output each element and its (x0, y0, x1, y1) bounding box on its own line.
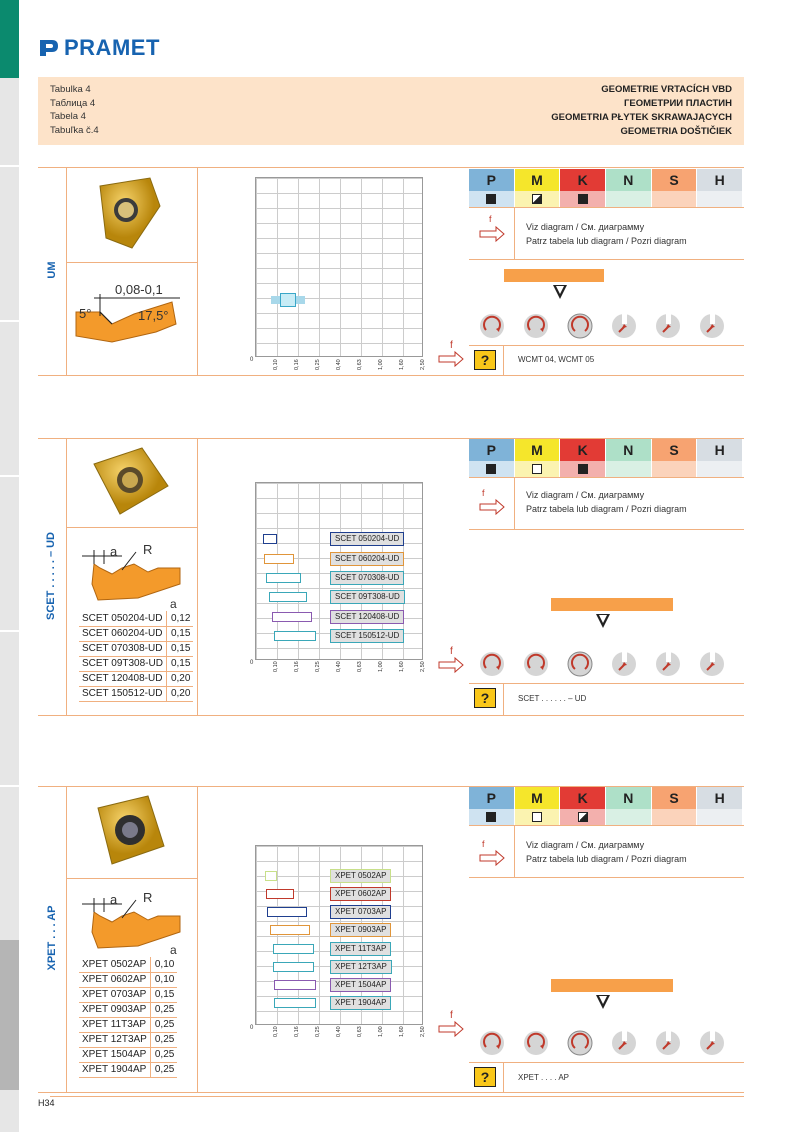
col-divider (66, 438, 67, 715)
insert-table (79, 611, 193, 702)
feed-bar (265, 871, 277, 881)
bar-label: XPET 0703AP (330, 905, 391, 919)
info-text (526, 220, 687, 248)
material-suitability (469, 461, 514, 477)
material-label: S (652, 787, 697, 809)
material-suitability (515, 809, 560, 825)
table-row (79, 611, 193, 626)
feed-label: f (482, 488, 485, 498)
row-divider (66, 878, 197, 879)
insert-a: 0,15 (166, 656, 193, 671)
feed-arrow-icon (437, 1020, 465, 1038)
feed-arrow-icon (437, 656, 465, 674)
material-suitability (515, 461, 560, 477)
row-divider (469, 477, 744, 478)
turning-ccw-icon (478, 312, 506, 340)
x-tick: 0,63 (357, 359, 363, 370)
material-suitability (515, 191, 560, 207)
insert-a: 0,15 (166, 626, 193, 641)
table-row (79, 972, 177, 987)
material-suitability (606, 809, 651, 825)
feed-label: f (450, 340, 453, 351)
bar-label: SCET 120408-UD (330, 610, 404, 624)
section-bottom-line (38, 1092, 744, 1093)
col-divider (503, 683, 504, 715)
x-tick: 1,00 (378, 661, 384, 672)
suitability-marker (578, 812, 588, 822)
bar-label: XPET 11T3AP (330, 942, 391, 956)
row-divider (66, 262, 197, 263)
feed-bar (264, 554, 294, 564)
material-grid (469, 439, 743, 477)
table-row (79, 686, 193, 701)
material-label: S (652, 439, 697, 461)
x-tick: 0,16 (294, 661, 300, 672)
material-suitability (560, 461, 605, 477)
feed-bar (266, 573, 301, 583)
material-label: P (469, 439, 514, 461)
feed-bar (266, 889, 294, 899)
feed-bar (269, 592, 307, 602)
bar-label: XPET 12T3AP (330, 960, 392, 974)
table-row (79, 987, 177, 1002)
material-suitability (469, 191, 514, 207)
table-number (50, 83, 99, 137)
feed-bar (267, 907, 307, 917)
material-grid (469, 169, 743, 207)
turning-ccw-icon (478, 650, 506, 678)
feed-bar (274, 998, 316, 1008)
suitability-marker (578, 464, 588, 474)
compatible-inserts: SCET . . . . . . – UD (518, 694, 587, 703)
side-tab-active (0, 0, 19, 78)
bar-label: XPET 1904AP (330, 996, 391, 1010)
insert-name: SCET 050204-UD (79, 611, 166, 626)
row-divider (469, 345, 744, 346)
material-p (469, 787, 515, 825)
table-number-ru: Таблица 4 (50, 97, 96, 109)
table-row (79, 1032, 177, 1047)
insert-a: 0,25 (150, 1032, 177, 1047)
material-k (560, 787, 606, 825)
turning-cw-icon (522, 1029, 550, 1057)
insert-a: 0,25 (150, 1002, 177, 1017)
x-tick: 1,60 (399, 1026, 405, 1037)
side-divider (0, 475, 19, 477)
insert-name: XPET 0502AP (79, 957, 150, 972)
col-divider (503, 1062, 504, 1092)
x-tick: 0,10 (273, 359, 279, 370)
info-line: Viz diagram / См. диаграмму (526, 490, 645, 500)
material-suitability (652, 809, 697, 825)
material-s (652, 169, 698, 207)
depth-range-bar (551, 598, 673, 611)
feed-bar (273, 962, 314, 972)
depth-range-bar (504, 269, 604, 282)
material-label: H (697, 439, 742, 461)
edge-dimension: 0,08-0,1 (115, 282, 163, 297)
feed-range-box (280, 293, 296, 307)
info-line: Patrz tabela lub diagram / Pozri diagram (526, 854, 687, 864)
material-s (652, 439, 698, 477)
col-divider (197, 786, 198, 1092)
x-tick: 0,40 (336, 359, 342, 370)
material-suitability (606, 461, 651, 477)
row-divider (469, 877, 744, 878)
section-top-line (38, 167, 744, 168)
feed-label: f (450, 646, 453, 657)
x-tick: 2,50 (420, 661, 426, 672)
a-label: a (110, 892, 118, 907)
table-row (79, 1017, 177, 1032)
material-label: N (606, 169, 651, 191)
compatible-inserts: XPET . . . . AP (518, 1073, 569, 1082)
question-icon: ? (474, 350, 496, 370)
col-divider (197, 167, 198, 375)
table-number-sk: Tabuľka č.4 (50, 124, 99, 136)
side-divider (0, 165, 19, 167)
suitability-marker (486, 812, 496, 822)
material-label: K (560, 169, 605, 191)
footer-line (50, 1096, 744, 1097)
table-title (551, 83, 732, 139)
x-tick: 0,25 (315, 661, 321, 672)
r-label: R (143, 890, 153, 905)
title-ru: ГЕОМЕТРИИ ПЛАСТИН (623, 98, 732, 109)
table-row (79, 626, 193, 641)
material-m (515, 169, 561, 207)
depth-marker (596, 995, 610, 1009)
material-label: P (469, 169, 514, 191)
insert-a: 0,25 (150, 1062, 177, 1077)
material-n (606, 439, 652, 477)
insert-a: 0,15 (166, 641, 193, 656)
insert-a: 0,20 (166, 686, 193, 701)
material-h (697, 169, 743, 207)
feed-label: f (450, 1010, 453, 1021)
section-code: SCET . . . . . – UD (45, 531, 57, 621)
insert-image (92, 176, 166, 252)
col-divider (514, 825, 515, 877)
pramet-logo-icon (38, 38, 60, 58)
bar-label: XPET 0502AP (330, 869, 391, 883)
insert-a: 0,10 (150, 972, 177, 987)
side-divider (0, 320, 19, 322)
col-divider (197, 438, 198, 715)
material-m (515, 787, 561, 825)
section-bottom-line (38, 375, 744, 376)
insert-a: 0,25 (150, 1017, 177, 1032)
side-tab-strip (0, 0, 19, 1132)
material-p (469, 169, 515, 207)
title-pl: GEOMETRIA PŁYTEK SKRAWAJĄCYCH (551, 112, 732, 123)
info-text (526, 488, 687, 516)
info-line: Viz diagram / См. диаграмму (526, 222, 645, 232)
material-h (697, 787, 743, 825)
bar-label: SCET 070308-UD (330, 571, 404, 585)
col-divider (514, 477, 515, 529)
info-line: Patrz tabela lub diagram / Pozri diagram (526, 504, 687, 514)
material-label: M (515, 169, 560, 191)
feed-arrow-icon (478, 225, 506, 243)
x-tick: 1,60 (399, 359, 405, 370)
feed-arrow-icon (437, 350, 465, 368)
row-divider (469, 825, 744, 826)
title-cz: GEOMETRIE VRTACÍCH VBD (601, 84, 732, 95)
material-suitability (697, 809, 742, 825)
question-icon: ? (474, 1067, 496, 1087)
table-row (79, 1047, 177, 1062)
insert-name: XPET 11T3AP (79, 1017, 150, 1032)
question-icon: ? (474, 688, 496, 708)
feed-bar (273, 944, 314, 954)
turning-full-icon (566, 312, 594, 340)
info-text (526, 838, 687, 866)
insert-name: XPET 0703AP (79, 987, 150, 1002)
material-suitability (697, 461, 742, 477)
table-row (79, 671, 193, 686)
material-suitability (606, 191, 651, 207)
table-row (79, 957, 177, 972)
material-suitability (697, 191, 742, 207)
insert-a: 0,10 (150, 957, 177, 972)
feed-bar (272, 612, 312, 622)
side-divider (0, 785, 19, 787)
insert-image (90, 446, 172, 518)
angle-label: 5° (79, 306, 92, 321)
profiling-icon (654, 1029, 682, 1057)
row-divider (66, 527, 197, 528)
material-label: H (697, 787, 742, 809)
brand-name: PRAMET (64, 35, 160, 60)
feed-arrow-icon (478, 849, 506, 867)
turning-cw-icon (522, 312, 550, 340)
material-p (469, 439, 515, 477)
grooving-icon (698, 650, 726, 678)
table-number-pl: Tabela 4 (50, 111, 86, 122)
operation-icons (478, 1029, 726, 1057)
material-suitability (652, 191, 697, 207)
material-label: K (560, 439, 605, 461)
x-tick: 0,40 (336, 661, 342, 672)
x-tick: 0,10 (273, 1026, 279, 1037)
compatible-inserts: WCMT 04, WCMT 05 (518, 355, 595, 364)
insert-a: 0,12 (166, 611, 193, 626)
material-label: N (606, 439, 651, 461)
material-h (697, 439, 743, 477)
suitability-marker (532, 812, 542, 822)
operation-icons (478, 650, 726, 678)
feed-label: f (482, 839, 485, 849)
turning-cw-icon (522, 650, 550, 678)
material-n (606, 169, 652, 207)
material-grid (469, 787, 743, 825)
insert-name: SCET 09T308-UD (79, 656, 166, 671)
page-number: H34 (38, 1098, 55, 1108)
turning-ccw-icon (478, 1029, 506, 1057)
table-header-a: a (170, 943, 177, 957)
feed-label: f (489, 214, 492, 224)
bar-label: XPET 0903AP (330, 923, 391, 937)
turning-full-icon (566, 650, 594, 678)
row-divider (469, 259, 744, 260)
suitability-marker (486, 464, 496, 474)
material-suitability (652, 461, 697, 477)
section-bottom-line (38, 715, 744, 716)
x-tick: 0,63 (357, 661, 363, 672)
material-label: M (515, 787, 560, 809)
x-tick: 2,50 (420, 1026, 426, 1037)
insert-image (92, 794, 168, 868)
feed-chart-grid (255, 177, 423, 357)
insert-name: XPET 0602AP (79, 972, 150, 987)
section-code: XPET . . . AP (46, 905, 58, 971)
depth-marker (596, 614, 610, 628)
x-tick: 0,25 (315, 1026, 321, 1037)
table-header-a: a (170, 597, 177, 611)
x-tick: 0,25 (315, 359, 321, 370)
table-row (79, 1062, 177, 1077)
material-suitability (469, 809, 514, 825)
insert-name: XPET 12T3AP (79, 1032, 150, 1047)
suitability-marker (532, 194, 542, 204)
section-code: UM (46, 261, 58, 279)
suitability-marker (486, 194, 496, 204)
info-line: Viz diagram / См. диаграмму (526, 840, 645, 850)
material-suitability (560, 809, 605, 825)
edge-profile-drawing (78, 888, 188, 950)
bar-label: XPET 1504AP (330, 978, 391, 992)
col-divider (514, 207, 515, 259)
x-tick: 0,16 (294, 1026, 300, 1037)
row-divider (469, 529, 744, 530)
x-tick: 0,63 (357, 1026, 363, 1037)
row-divider (469, 207, 744, 208)
material-k (560, 439, 606, 477)
material-m (515, 439, 561, 477)
bar-label: SCET 09T308-UD (330, 590, 405, 604)
grooving-icon (698, 1029, 726, 1057)
material-label: K (560, 787, 605, 809)
feed-bar (263, 534, 277, 544)
insert-a: 0,20 (166, 671, 193, 686)
material-k (560, 169, 606, 207)
col-divider (66, 786, 67, 1092)
bar-label: SCET 050204-UD (330, 532, 404, 546)
suitability-marker (532, 464, 542, 474)
x-tick: 0,10 (273, 661, 279, 672)
x-tick: 1,60 (399, 661, 405, 672)
bar-label: SCET 060204-UD (330, 552, 404, 566)
x-tick: 2,50 (420, 359, 426, 370)
facing-icon (610, 312, 638, 340)
profiling-icon (654, 312, 682, 340)
operation-icons (478, 312, 726, 340)
depth-range-bar (551, 979, 673, 992)
r-label: R (143, 542, 153, 557)
feed-bar (274, 980, 316, 990)
col-divider (66, 167, 67, 375)
brand-logo (38, 36, 160, 60)
x-zero: 0 (250, 357, 254, 363)
title-sk: GEOMETRIA DOŠTIČIEK (620, 126, 732, 137)
x-zero: 0 (250, 660, 254, 666)
insert-name: SCET 150512-UD (79, 686, 166, 701)
profiling-icon (654, 650, 682, 678)
info-line: Patrz tabela lub diagram / Pozri diagram (526, 236, 687, 246)
col-divider (503, 345, 504, 375)
insert-name: SCET 060204-UD (79, 626, 166, 641)
x-tick: 1,00 (378, 1026, 384, 1037)
depth-marker (553, 285, 567, 299)
table-row (79, 1002, 177, 1017)
material-label: P (469, 787, 514, 809)
grooving-icon (698, 312, 726, 340)
feed-bar (270, 925, 310, 935)
insert-a: 0,15 (150, 987, 177, 1002)
material-n (606, 787, 652, 825)
insert-a: 0,25 (150, 1047, 177, 1062)
insert-table (79, 957, 177, 1078)
row-divider (469, 683, 744, 684)
angle-label: 17,5° (138, 308, 169, 323)
bar-label: SCET 150512-UD (330, 629, 404, 643)
feed-arrow-icon (478, 498, 506, 516)
material-label: M (515, 439, 560, 461)
turning-full-icon (566, 1029, 594, 1057)
suitability-marker (578, 194, 588, 204)
x-tick: 0,40 (336, 1026, 342, 1037)
table-row (79, 641, 193, 656)
material-s (652, 787, 698, 825)
table-row (79, 656, 193, 671)
table-header-band (38, 77, 744, 145)
a-label: a (110, 544, 118, 559)
insert-name: SCET 120408-UD (79, 671, 166, 686)
feed-bar (274, 631, 316, 641)
edge-profile-drawing (78, 540, 188, 602)
material-suitability (560, 191, 605, 207)
table-number-cz: Tabulka 4 (50, 84, 91, 95)
material-label: H (697, 169, 742, 191)
material-label: S (652, 169, 697, 191)
side-divider (0, 630, 19, 632)
side-tab-current (0, 940, 19, 1090)
material-label: N (606, 787, 651, 809)
x-tick: 1,00 (378, 359, 384, 370)
insert-name: XPET 0903AP (79, 1002, 150, 1017)
insert-name: XPET 1504AP (79, 1047, 150, 1062)
x-zero: 0 (250, 1025, 254, 1031)
x-tick: 0,16 (294, 359, 300, 370)
facing-icon (610, 650, 638, 678)
facing-icon (610, 1029, 638, 1057)
row-divider (469, 1062, 744, 1063)
insert-name: SCET 070308-UD (79, 641, 166, 656)
bar-label: XPET 0602AP (330, 887, 391, 901)
insert-name: XPET 1904AP (79, 1062, 150, 1077)
